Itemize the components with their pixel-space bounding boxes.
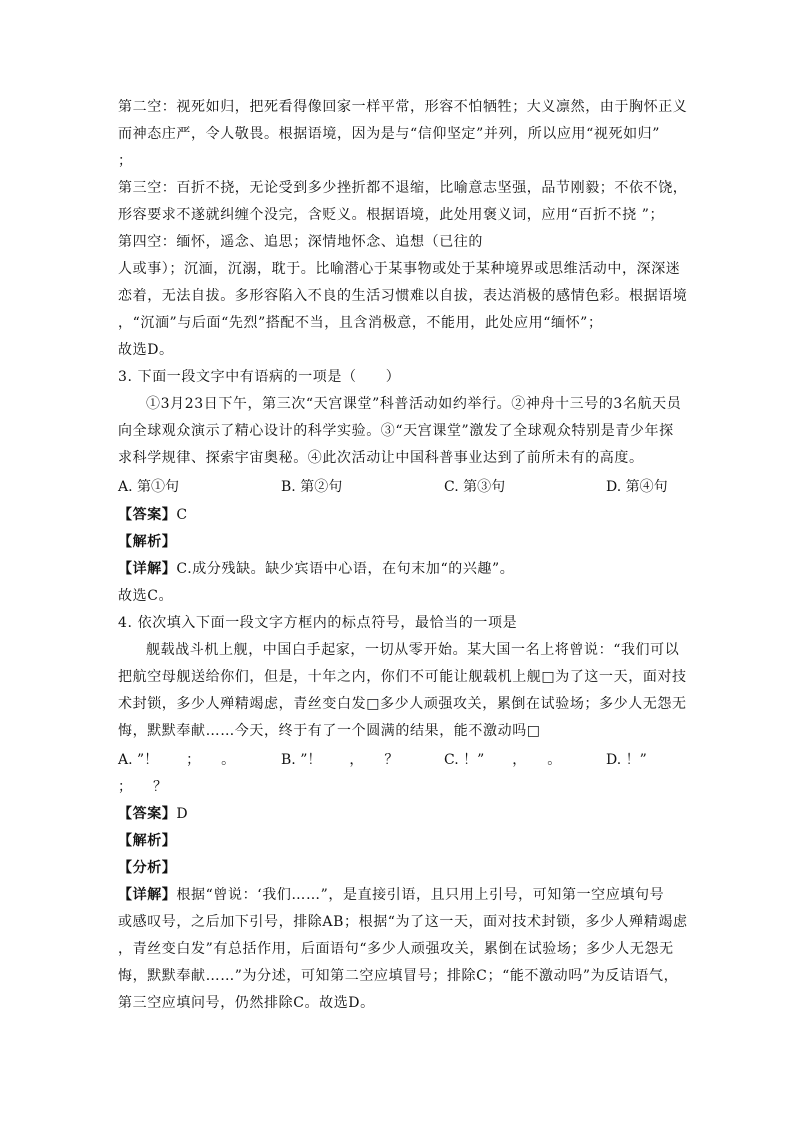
q3-passage-line: 求科学规律、探索宇宙奥秘。④此次活动让中国科普事业达到了前所未有的高度。: [118, 450, 644, 466]
answer-tag: 【答案】: [118, 806, 177, 822]
q2-analysis-line: 恋着，无法自拔。多形容陷入不良的生活习惯难以自拔，表达消极的感情色彩。根据语境: [118, 288, 688, 304]
q2-analysis-line: 人或事）；沉湎，沉溺，耽于。比喻潜心于某事物或处于某种境界或思维活动中，深深迷: [118, 261, 681, 277]
q4-detail-line: ，青丝变白发”有总括作用，后面语句“多少人顽强攻关，累倒在试验场；多少人无怨无: [118, 941, 674, 957]
analysis-tag: 【解析】: [118, 534, 177, 550]
q4-passage-line: 舰载战斗机上舰，中国白手起家，一切从零开始。某大国一名上将曾说：“我们可以: [146, 642, 680, 658]
q4-option-b: B. ”！ ， ？: [281, 752, 399, 768]
q3-option-d: D. 第④句: [606, 479, 668, 495]
q4-answer: [118, 804, 678, 824]
q4-fenxi-tag: [118, 858, 678, 878]
q4-option-d-continued: ； ？: [118, 779, 167, 795]
q4-detail-line: 第三空应填问号，仍然排除C。故选D。: [118, 995, 375, 1011]
q4-detail-line: 悔，默默奉献……”为分述，可知第二空应填冒号；排除C；“能不激动吗”为反诘语气，: [118, 968, 679, 984]
answer-value: D: [176, 806, 189, 822]
detail-text: 根据“曾说：‘我们……”，是直接引语，且只用上引号，可知第一空应填句号: [176, 887, 665, 903]
q4-detail-line: 或感叹号，之后加下引号，排除AB；根据“为了这一天，面对技术封锁，多少人殚精竭虑: [118, 914, 688, 930]
q3-detail: [118, 559, 678, 579]
q2-conclusion: 故选D。: [118, 342, 174, 358]
q4-stem: 4. 依次填入下面一段文字方框内的标点符号，最恰当的一项是: [118, 615, 518, 631]
q3-option-a: A. 第①句: [118, 479, 180, 495]
answer-tag: 【答案】: [118, 507, 177, 523]
detail-text: C.成分残缺。缺少宾语中心语，在句末加“的兴趣”。: [176, 561, 515, 577]
q3-stem: 3. 下面一段文字中有语病的一项是（ ）: [118, 369, 401, 385]
q3-conclusion: 故选C。: [118, 588, 174, 604]
q2-analysis-line: ，“沉湎”与后面“先烈”搭配不当，且含消极意，不能用，此处应用“缅怀”；: [118, 315, 603, 331]
q3-option-c: C. 第③句: [444, 479, 506, 495]
fenxi-tag: 【分析】: [118, 860, 177, 876]
detail-tag: 【详解】: [118, 561, 177, 577]
q4-passage-line: 术封锁，多少人殚精竭虑，青丝变白发□多少人顽强攻关，累倒在试验场；多少人无怨无: [118, 696, 687, 712]
q2-analysis-line: 形容要求不遂就纠缠个没完，含贬义。根据语境，此处用褒义词，应用“百折不挠 ”；: [118, 207, 665, 223]
answer-value: C: [176, 507, 188, 523]
detail-tag: 【详解】: [118, 887, 177, 903]
q2-analysis-line: 第四空：缅怀，遥念、追思；深情地怀念、追想（已往的: [118, 234, 483, 250]
q3-answer: [118, 505, 678, 525]
q4-option-a: A. ”！ ； 。: [118, 752, 236, 768]
q2-analysis-line: ；: [118, 153, 133, 169]
q2-analysis-line: 第三空：百折不挠，无论受到多少挫折都不退缩，比喻意志坚强，品节刚毅；不依不饶，: [118, 180, 688, 196]
q4-option-c: C. ！” ， 。: [444, 752, 562, 768]
q3-option-b: B. 第②句: [281, 479, 343, 495]
q4-detail-line: [118, 885, 678, 905]
q4-option-d: D. ！”: [606, 752, 647, 768]
q2-analysis-line: 第二空：视死如归，把死看得像回家一样平常，形容不怕牺牲；大义凛然，由于胸怀正义: [118, 99, 688, 115]
q3-analysis-tag: [118, 532, 678, 552]
q4-passage-line: 把航空母舰送给你们，但是，十年之内，你们不可能让舰载机上舰□为了这一天，面对技: [118, 669, 687, 685]
q3-passage-line: ①3月23日下午，第三次“天宫课堂”科普活动如约举行。②神舟十三号的3名航天员: [146, 396, 682, 412]
q4-analysis-tag: [118, 831, 678, 851]
q2-analysis-line: 而神态庄严，令人敬畏。根据语境，因为是与“信仰坚定”并列，所以应用“视死如归”: [118, 126, 661, 142]
q4-passage-line: 悔，默默奉献……今天，终于有了一个圆满的结果，能不激动吗□: [118, 723, 541, 739]
q3-passage-line: 向全球观众演示了精心设计的科学实验。③“天宫课堂”激发了全球观众特别是青少年探: [118, 423, 674, 439]
analysis-tag: 【解析】: [118, 833, 177, 849]
